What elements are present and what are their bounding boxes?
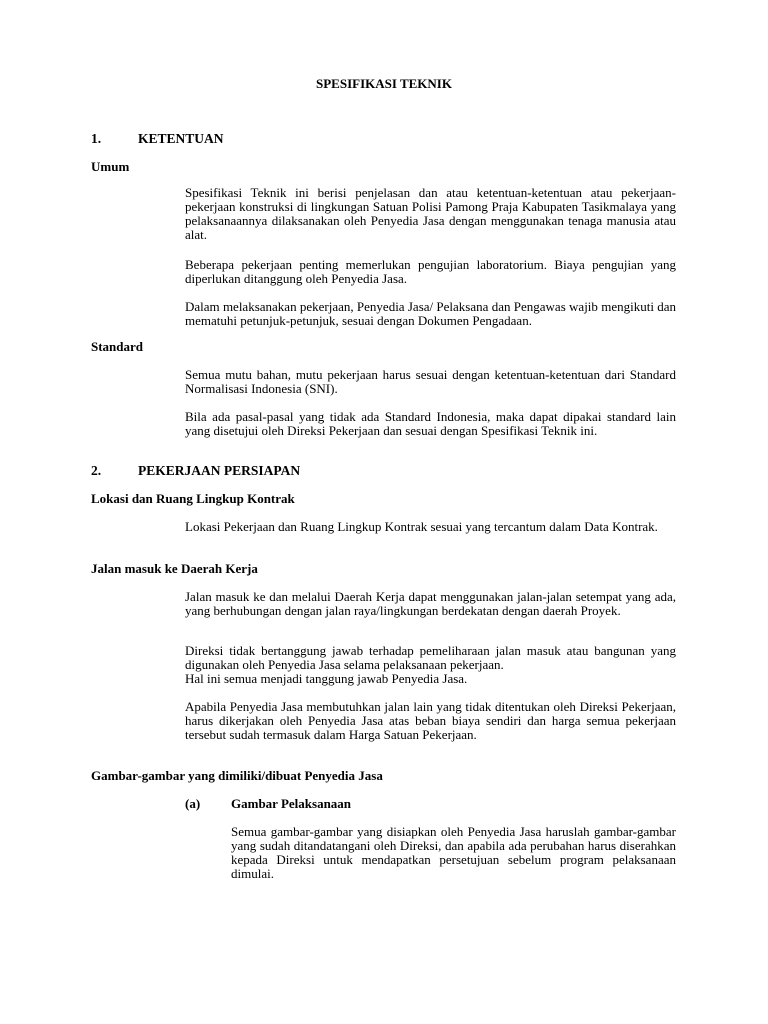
umum-paragraph-3: Dalam melaksanakan pekerjaan, Penyedia Jasa/ Pelaksana dan Pengawas wajib mengikuti dan mematuhi petunjuk-petunjuk, sesuai dengan Dokumen Pengadaan. (185, 299, 676, 328)
lokasi-paragraph-1: Lokasi Pekerjaan dan Ruang Lingkup Kontrak sesuai yang tercantum dalam Data Kontrak. (185, 519, 658, 534)
standard-paragraph-2: Bila ada pasal-pasal yang tidak ada Standard Indonesia, maka dapat dipakai standard lain yang disetujui oleh Direksi Pekerjaan dan sesuai dengan Spesifikasi Teknik ini. (185, 409, 676, 438)
subsection-gambar-heading: Gambar-gambar yang dimiliki/dibuat Penyedia Jasa (91, 768, 383, 783)
section-2-heading: PEKERJAAN PERSIAPAN (138, 463, 301, 478)
section-1-number: 1. (91, 131, 102, 146)
jalan-masuk-paragraph-4: Apabila Penyedia Jasa membutuhkan jalan lain yang tidak ditentukan oleh Direksi Pekerjaan, harus dikerjakan oleh Penyedia Jasa atas beban biaya sendiri dan harga semua pekerjaan tersebut sudah termasuk dalam Harga Satuan Pekerjaan. (185, 699, 676, 742)
gambar-item-a-marker: (a) (185, 796, 201, 811)
standard-paragraph-1: Semua mutu bahan, mutu pekerjaan harus sesuai dengan ketentuan-ketentuan dari Standard Normalisasi Indonesia (SNI). (185, 367, 676, 396)
umum-paragraph-1: Spesifikasi Teknik ini berisi penjelasan dan atau ketentuan-ketentuan atau pekerjaan-pekerjaan konstruksi di lingkungan Satuan Polisi Pamong Praja Kabupaten Tasikmalaya yang pelaksanaannya dilaksanakan oleh Penyedia Jasa dengan menggunakan tenaga manusia atau alat. (185, 185, 676, 242)
subsection-standard-heading: Standard (91, 339, 144, 354)
jalan-masuk-paragraph-1: Jalan masuk ke dan melalui Daerah Kerja dapat menggunakan jalan-jalan setempat yang ada, yang berhubungan dengan jalan raya/lingkungan berdekatan dengan daerah Proyek. (185, 589, 676, 618)
subsection-jalan-masuk-heading: Jalan masuk ke Daerah Kerja (91, 561, 258, 576)
jalan-masuk-paragraph-3: Hal ini semua menjadi tanggung jawab Penyedia Jasa. (185, 671, 468, 686)
gambar-item-a-paragraph: Semua gambar-gambar yang disiapkan oleh Penyedia Jasa haruslah gambar-gambar yang sudah ditandatangani oleh Direksi, dan apabila ada perubahan harus diserahkan kepada Direksi untuk mendapatkan persetujuan sebelum program pelaksanaan dimulai. (231, 824, 676, 881)
umum-paragraph-2: Beberapa pekerjaan penting memerlukan pengujian laboratorium. Biaya pengujian yang diperlukan ditanggung oleh Penyedia Jasa. (185, 257, 676, 286)
subsection-umum-heading: Umum (91, 159, 130, 174)
jalan-masuk-paragraph-2: Direksi tidak bertanggung jawab terhadap pemeliharaan jalan masuk atau bangunan yang digunakan oleh Penyedia Jasa selama pelaksanaan pekerjaan. (185, 643, 676, 672)
subsection-lokasi-heading: Lokasi dan Ruang Lingkup Kontrak (91, 491, 295, 506)
section-1-heading: KETENTUAN (138, 131, 224, 146)
document-title: SPESIFIKASI TEKNIK (316, 76, 452, 91)
section-2-number: 2. (91, 463, 102, 478)
gambar-item-a-heading: Gambar Pelaksanaan (231, 796, 352, 811)
